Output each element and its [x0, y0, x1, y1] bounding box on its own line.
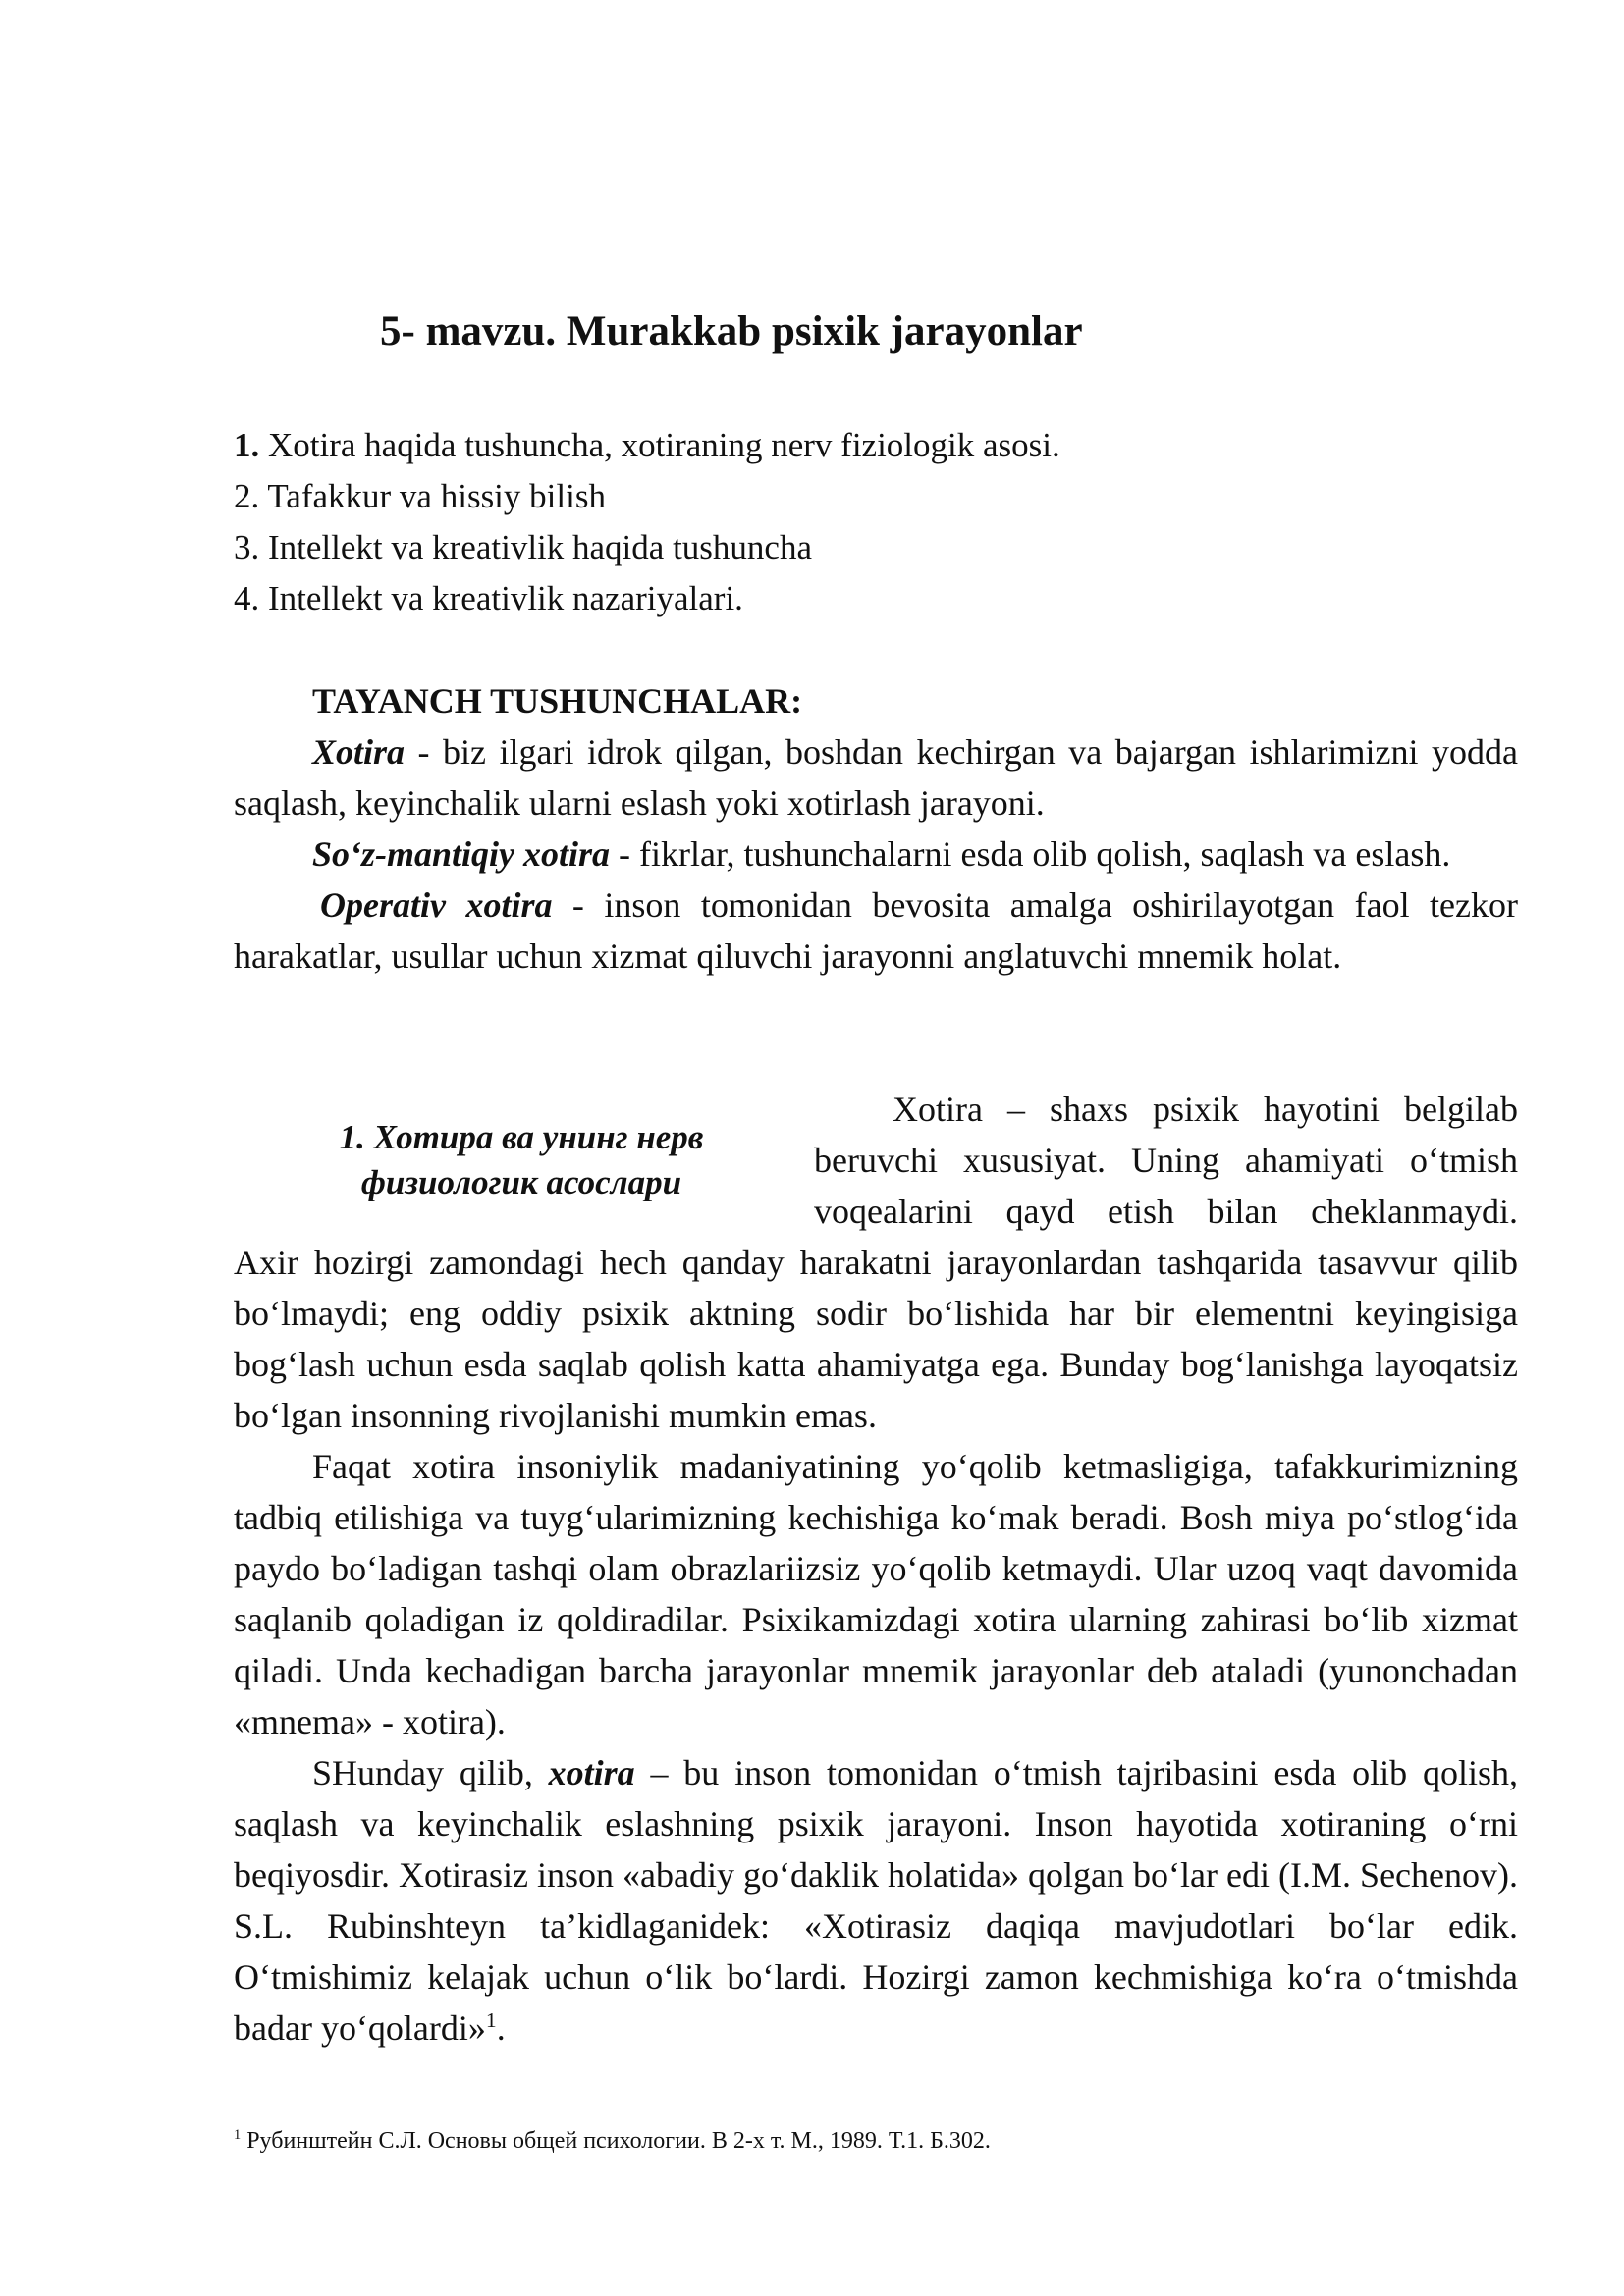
subsection-heading-line: физиологик асослари [360, 1163, 682, 1201]
definition-paragraph [234, 880, 1518, 982]
definition-term: Xotira [312, 732, 406, 772]
outline-number: 1. [234, 426, 260, 464]
outline-item [234, 573, 1510, 624]
subsection-heading-line: 1. Хотира ва унинг нерв [339, 1118, 704, 1156]
key-concepts-heading: TAYANCH TUSHUNCHALAR: [312, 681, 803, 721]
outline-number: 4. [234, 579, 260, 617]
footnote-text: Рубинштейн С.Л. Основы общей психологии. В 2-х т. М., 1989. Т.1. Б.302. [241, 2128, 991, 2154]
outline-text: Intellekt va kreativlik nazariyalari. [259, 579, 743, 617]
definition-text: - fikrlar, tushunchalarni esda olib qolish, saqlash va eslash. [610, 834, 1451, 874]
outline-number: 3. [234, 528, 260, 566]
body-paragraph: Axir hozirgi zamondagi hech qanday harakatni jarayonlardan tashqarida tasavvur qilib bo‘lmaydi; eng oddiy psixik aktning sodir bo‘lishida har bir elementni keyingisiga bog‘lash uchun esda saqlab qolish katta ahamiyatga ega. Bunday bog‘lanishga layoqatsiz bo‘lgan insonning rivojlanishi mumkin emas. [234, 1243, 1518, 1435]
outline-text: Tafakkur va hissiy bilish [259, 477, 606, 515]
outline-number: 2. [234, 477, 260, 515]
definition-term: Operativ xotira [320, 885, 553, 925]
definition-text: - inson tomonidan bevosita amalga oshirilayotgan faol tezkor harakatlar, usullar uchun xizmat qiluvchi jarayonni anglatuvchi mnemik holat. [234, 885, 1518, 976]
intro-column [814, 1084, 1518, 1237]
body-paragraph: Faqat xotira insoniylik madaniyatining yo‘qolib ketmasligiga, tafakkurimizning tadbiq etilishiga va tuyg‘ularimizning kechishiga ko‘mak beradi. Bosh miya po‘stlog‘ida paydo bo‘ladigan tashqi olam obrazlariizsiz yo‘qolib ketmaydi. Ular uzoq vaqt davomida saqlanib qoladigan iz qoldiradilar. Psixikamizdagi xotira ularning zahirasi bo‘lib xizmat qiladi. Unda kechadigan barcha jarayonlar mnemik jarayonlar deb ataladi (yunonchadan «mnema» - xotira). [234, 1447, 1518, 1741]
body-paragraph [234, 1747, 1518, 2054]
topic-outline [234, 420, 1510, 624]
definition-paragraph [234, 726, 1518, 828]
intro-paragraph: Xotira – shaxs psixik hayotini belgilab beruvchi xususiyat. Uning ahamiyati o‘tmish voqealarini qayd etish bilan cheklanmaydi. [814, 1090, 1518, 1231]
outline-item [234, 471, 1510, 522]
outline-text: Xotira haqida tushuncha, xotiraning nerv fiziologik asosi. [259, 426, 1060, 464]
body-text [234, 1237, 1518, 2054]
definitions-list [234, 726, 1518, 982]
page-title: 5- mavzu. Murakkab psixik jarayonlar [380, 308, 1083, 354]
footnote-mark: 1 [234, 2127, 242, 2143]
paragraph-text: . [496, 2008, 506, 2048]
emphasized-term: xotira [548, 1753, 635, 1792]
outline-item [234, 420, 1510, 471]
outline-text: Intellekt va kreativlik haqida tushuncha [259, 528, 812, 566]
footnote [234, 2126, 991, 2156]
footnote-reference[interactable]: 1 [485, 2008, 497, 2032]
subsection-heading [253, 1115, 789, 1205]
definition-term: So‘z-mantiqiy xotira [312, 834, 611, 874]
paragraph-text: – bu inson tomonidan o‘tmish tajribasini esda olib qolish, saqlash va keyinchalik eslashning psixik jarayoni. Inson hayotida xotiraning o‘rni beqiyosdir. Xotirasiz inson «abadiy go‘daklik holatida» qolgan bo‘lar edi (I.M. Sechenov). S.L. Rubinshteyn ta’kidlaganidek: «Xotirasiz daqiqa mavjudotlari bo‘lar edik. O‘tmishimiz kelajak uchun o‘lik bo‘lardi. Hozirgi zamon kechmishiga ko‘ra o‘tmishda badar yo‘qolardi» [234, 1753, 1518, 2048]
paragraph-text: SHunday qilib, [312, 1753, 549, 1792]
definition-text: - biz ilgari idrok qilgan, boshdan kechirgan va bajargan ishlarimizni yodda saqlash, keyinchalik ularni eslash yoki xotirlash jarayoni. [234, 732, 1518, 823]
outline-item [234, 522, 1510, 573]
definition-paragraph [234, 828, 1518, 880]
